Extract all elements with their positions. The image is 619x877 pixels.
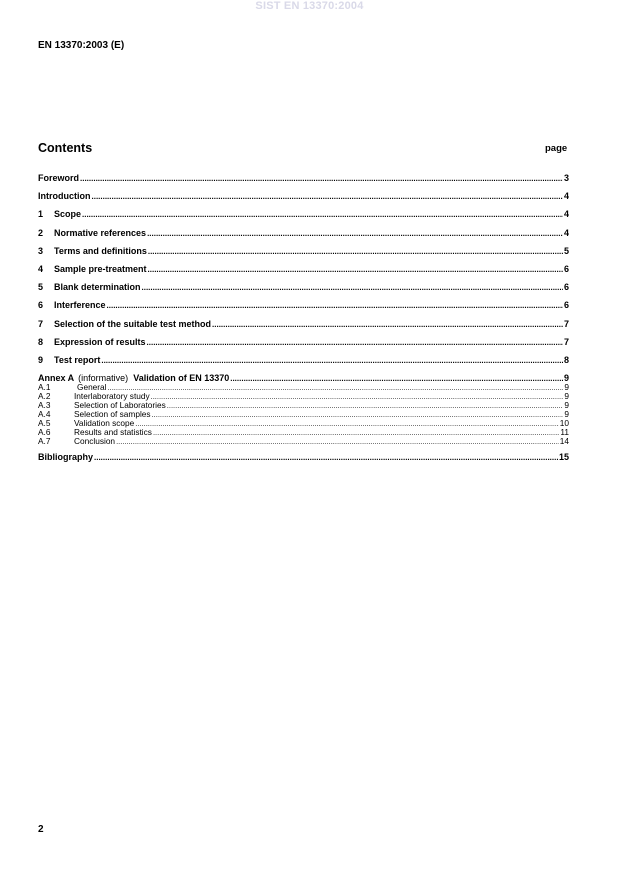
toc-subentry-page: 9 (564, 383, 569, 393)
toc-subentry-title: General (77, 383, 107, 393)
toc-leader (80, 173, 563, 184)
toc-entry-title: Interference (54, 300, 106, 311)
toc-entry-page: 4 (563, 191, 569, 202)
toc-entry-number: 3 (38, 245, 44, 256)
toc-entry-foreword[interactable] (38, 173, 569, 191)
toc-entry-title: Blank determination (54, 282, 141, 293)
table-of-contents (38, 173, 569, 464)
toc-leader (107, 300, 563, 311)
toc-entry-expression-of-results[interactable] (38, 337, 569, 355)
toc-entry-page: 5 (563, 245, 569, 256)
page-column-label: page (545, 143, 568, 154)
toc-subentry-page: 11 (560, 428, 569, 438)
toc-leader (142, 282, 563, 293)
toc-leader (230, 373, 563, 383)
toc-entry-page: 3 (563, 173, 569, 183)
toc-entry-bibliography[interactable] (38, 452, 569, 464)
toc-subentry-page: 14 (559, 437, 569, 447)
toc-entry-number: 1 (38, 209, 44, 220)
toc-leader (167, 401, 564, 410)
toc-entry-selection-test-method[interactable] (38, 319, 569, 337)
toc-leader (82, 209, 563, 220)
toc-subentry-page: 9 (564, 392, 569, 402)
toc-entry-terms-and-definitions[interactable] (38, 246, 569, 264)
toc-entry-page: 8 (563, 354, 569, 365)
toc-entry-title: Bibliography (38, 452, 94, 463)
toc-subentry-title: Selection of Laboratories (74, 401, 166, 411)
toc-leader (152, 410, 564, 419)
toc-entry-title: Introduction (38, 191, 91, 202)
toc-entry-number: 7 (38, 318, 44, 329)
toc-leader (212, 319, 563, 330)
toc-leader (92, 191, 563, 202)
toc-entry-title: Expression of results (54, 336, 146, 347)
toc-entry-number: 2 (38, 227, 44, 238)
toc-entry-introduction[interactable] (38, 191, 569, 209)
toc-subentry-title: Validation scope (74, 419, 135, 429)
toc-subentry-title: Interlaboratory study (74, 392, 150, 402)
toc-leader (116, 437, 559, 446)
toc-subentry-a3[interactable] (38, 401, 569, 410)
toc-subentry-number: A.3 (38, 401, 51, 411)
document-id: EN 13370:2003 (E) (38, 40, 125, 51)
toc-entry-interference[interactable] (38, 300, 569, 318)
toc-entry-page: 7 (563, 318, 569, 329)
toc-subentry-a7[interactable] (38, 437, 569, 446)
toc-subentry-title: Results and statistics (74, 428, 152, 438)
toc-leader (153, 428, 559, 437)
toc-entry-page: 9 (563, 373, 569, 384)
toc-subentry-a4[interactable] (38, 410, 569, 419)
toc-entry-number: 5 (38, 282, 44, 293)
toc-entry-page: 4 (563, 227, 569, 238)
toc-entry-normative-references[interactable] (38, 228, 569, 246)
toc-subentry-a6[interactable] (38, 428, 569, 437)
toc-subentry-number: A.4 (38, 410, 51, 420)
toc-leader (147, 228, 563, 239)
toc-entry-title: Terms and definitions (54, 245, 147, 256)
toc-entry-title: Test report (54, 354, 101, 365)
toc-leader (151, 392, 564, 401)
toc-entry-title: Normative references (54, 227, 147, 238)
toc-entry-page: 7 (563, 336, 569, 347)
toc-subentry-title: Selection of samples (74, 410, 151, 420)
toc-leader (147, 337, 563, 348)
toc-subentry-number: A.1 (38, 383, 51, 393)
annex-informative-label: (informative) (78, 373, 129, 384)
toc-entry-title: Selection of the suitable test method (54, 318, 212, 329)
toc-entry-scope[interactable] (38, 209, 569, 227)
toc-subentry-title: Conclusion (74, 437, 116, 447)
toc-subentry-a5[interactable] (38, 419, 569, 428)
toc-entry-sample-pre-treatment[interactable] (38, 264, 569, 282)
toc-entry-blank-determination[interactable] (38, 282, 569, 300)
toc-entry-title: Scope (54, 209, 82, 220)
toc-leader (148, 246, 563, 257)
annex-title: Validation of EN 13370 (133, 373, 230, 384)
toc-entry-number: 9 (38, 354, 44, 365)
toc-subentry-number: A.7 (38, 437, 51, 447)
toc-entry-test-report[interactable] (38, 355, 569, 373)
toc-subentry-a2[interactable] (38, 392, 569, 401)
toc-entry-title: Sample pre-treatment (54, 263, 147, 274)
toc-subentry-a1[interactable] (38, 383, 569, 392)
annex-label: Annex A (38, 373, 75, 384)
toc-subentry-page: 9 (564, 410, 569, 420)
toc-subentry-page: 10 (559, 419, 569, 429)
toc-entry-page: 4 (563, 209, 569, 220)
toc-leader (108, 383, 564, 392)
toc-entry-number: 6 (38, 300, 44, 311)
toc-leader (135, 419, 558, 428)
toc-subentry-number: A.6 (38, 428, 51, 438)
toc-subentry-page: 9 (564, 401, 569, 411)
toc-entry-number: 4 (38, 263, 44, 274)
toc-entry-number: 8 (38, 336, 44, 347)
toc-leader (101, 355, 563, 366)
toc-subentry-number: A.5 (38, 419, 51, 429)
toc-entry-page: 15 (558, 452, 569, 463)
toc-leader (94, 452, 558, 463)
toc-subentry-number: A.2 (38, 392, 51, 402)
watermark: SIST EN 13370:2004 (255, 0, 364, 12)
toc-entry-page: 6 (563, 282, 569, 293)
toc-entry-page: 6 (563, 263, 569, 274)
toc-entry-annex-a[interactable] (38, 373, 569, 383)
toc-entry-title: Foreword (38, 173, 80, 183)
page-number: 2 (38, 824, 44, 835)
toc-entry-page: 6 (563, 300, 569, 311)
contents-heading: Contents (38, 141, 93, 155)
toc-leader (148, 264, 563, 275)
